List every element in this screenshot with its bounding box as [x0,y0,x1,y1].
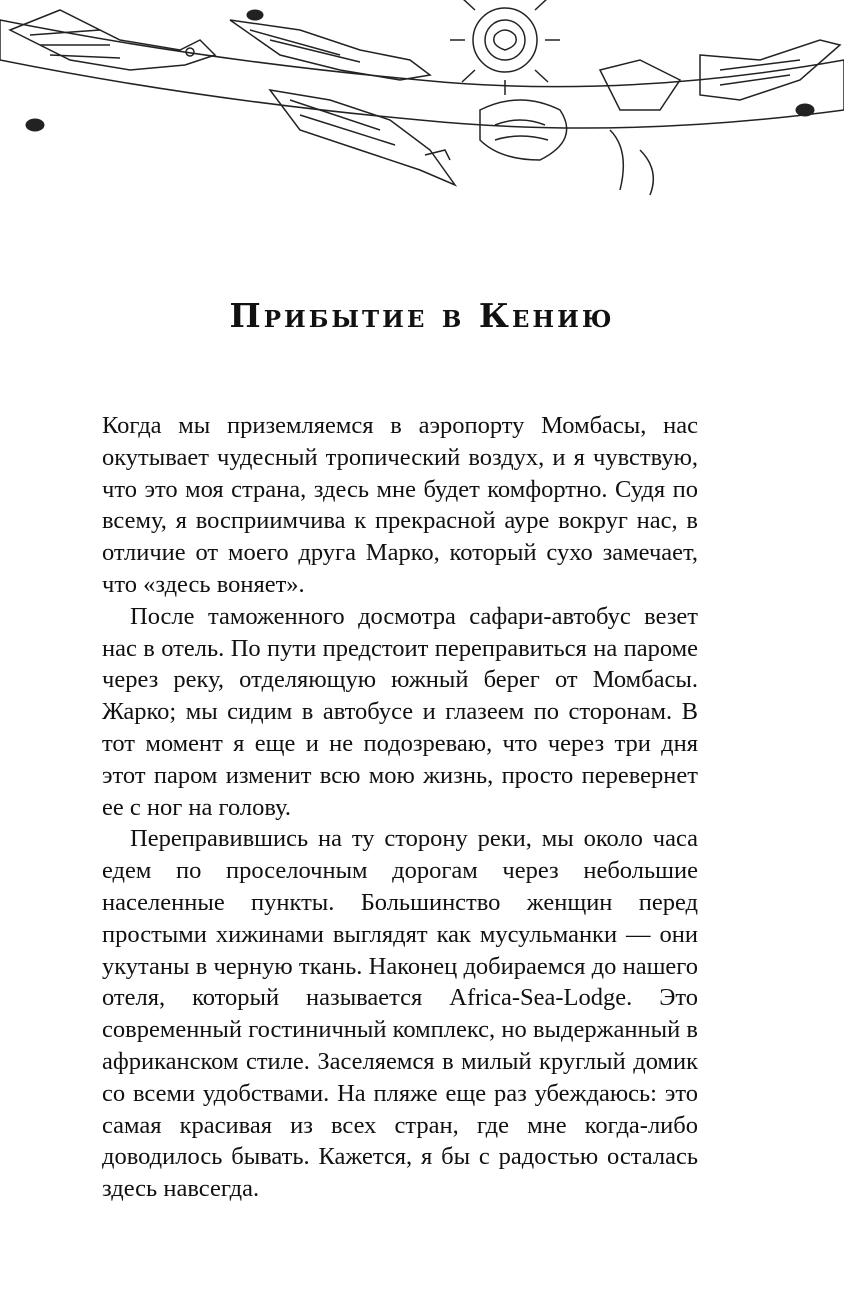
chapter-body [102,410,698,1205]
paragraph-3: Переправившись на ту сторону реки, мы около часа едем по проселочным дорогам через небольшие населенные пункты. Большинство женщин перед простыми хижинами выглядят как мусульманки — они укутаны в черную ткань. Наконец добираемся до нашего отеля, который называется Africa-Sea-Lodge. Это современный гостиничный комплекс, но выдержанный в африканском стиле. Заселяемся в милый круглый домик со всеми удобствами. На пляже еще раз убеждаюсь: это самая красивая из всех стран, где мне когда-либо доводилось бывать. Кажется, я бы с радостью осталась здесь навсегда. [102,825,698,1203]
paragraph-1: Когда мы приземляемся в аэропорту Момбасы, нас окутывает чудесный тропический воздух, и я чувствую, что это моя страна, здесь мне будет комфортно. Судя по всему, я восприимчива к прекрасной ауре вокруг нас, в отличие от моего друга Марко, который сухо замечает, что «здесь воняет». [102,412,698,598]
fish-bird-icon [270,90,455,185]
chapter-title: Прибытие в Кению [229,296,615,335]
bird-right-icon [600,40,840,195]
bird-center-icon [480,100,567,160]
paragraph-2: После таможенного досмотра сафари-автобус везет нас в отель. По пути предстоит переправиться на пароме через реку, отделяющую южный берег от Момбасы. Жарко; мы сидим в автобусе и глазеем по сторонам. В тот момент я еще и не подозреваю, что через три дня этот паром изменит всю мою жизнь, просто перевернет ее с ног на голову. [102,602,698,821]
bug-icon [26,10,814,131]
sun-icon [450,0,560,95]
decorative-ornament-banner [0,0,844,200]
